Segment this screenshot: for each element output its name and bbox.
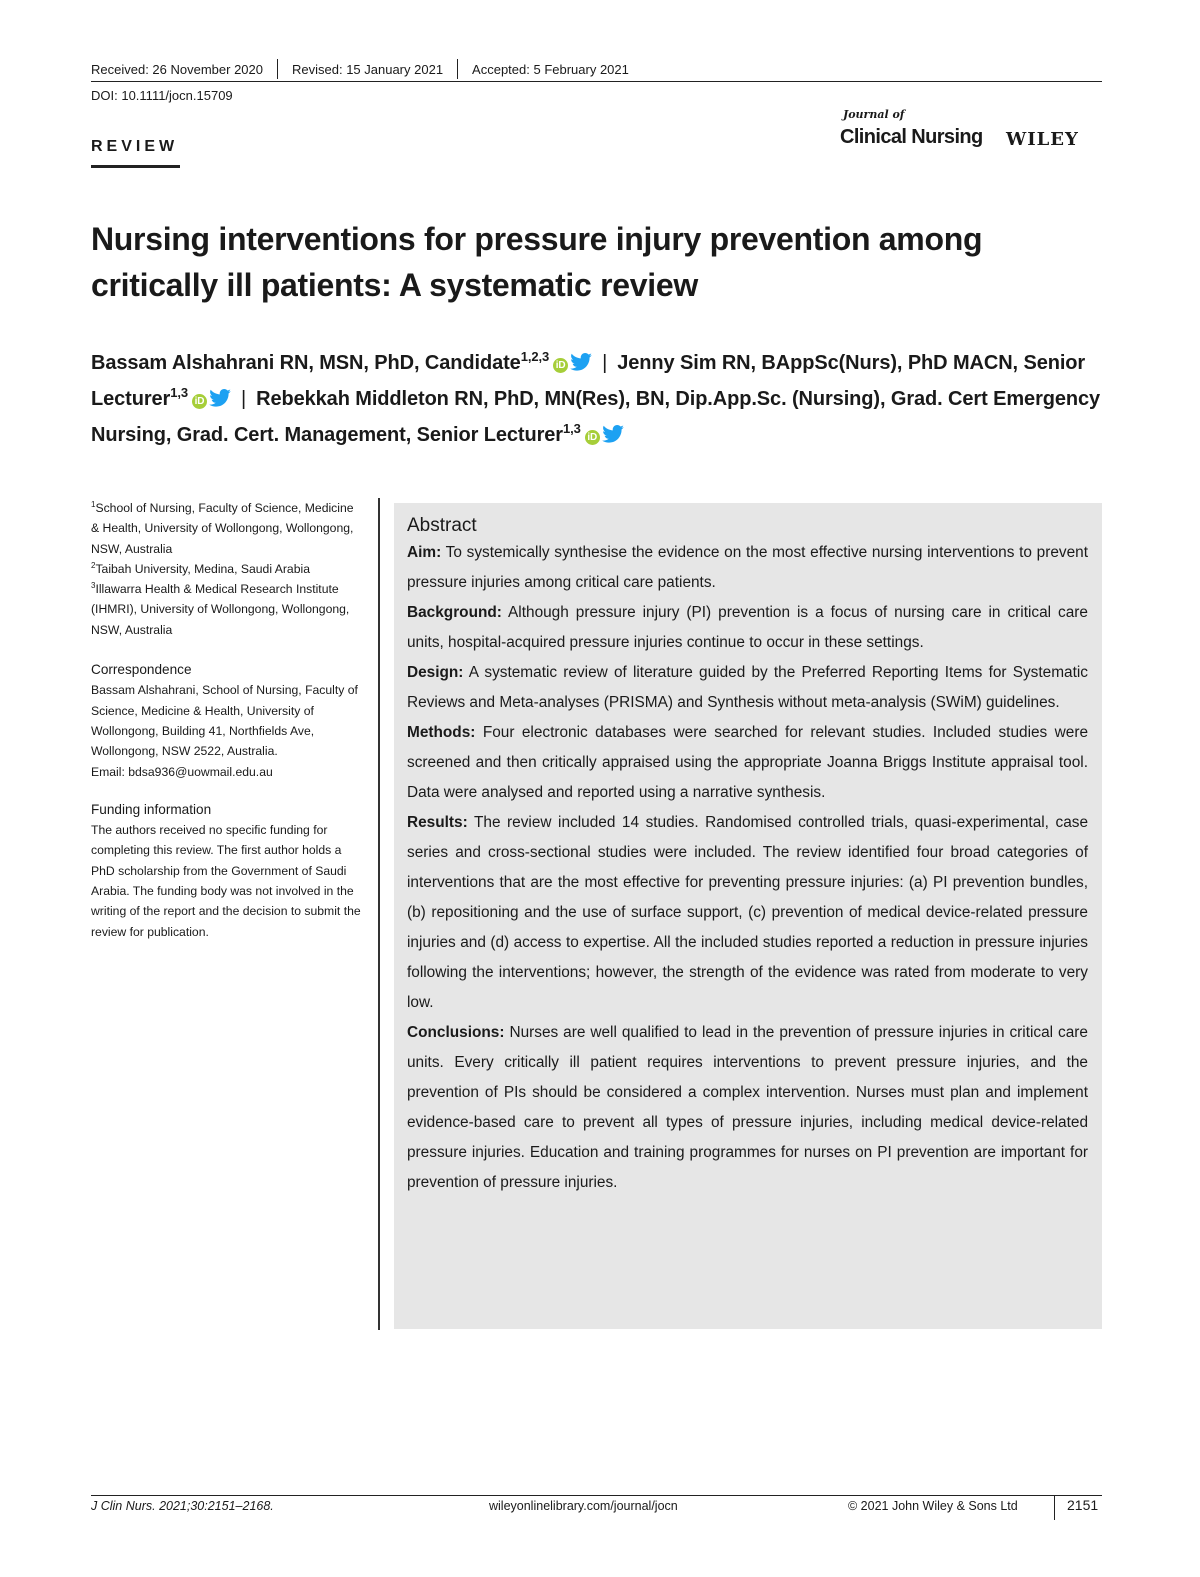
publisher-logo: WILEY <box>1006 129 1079 150</box>
abstract-methods <box>407 718 1088 808</box>
orcid-icon[interactable]: iD <box>192 394 207 409</box>
page-number: 2151 <box>1067 1497 1099 1513</box>
section-label: REVIEW <box>91 138 179 155</box>
correspondence-email[interactable]: Email: bdsa936@uowmail.edu.au <box>91 764 273 779</box>
affiliation-number: 2 <box>91 560 96 570</box>
correspondence-address: Bassam Alshahrani, School of Nursing, Faculty of Science, Medicine & Health, University of Wollongong, Building 41, Northfields Ave, Wollongong, NSW 2522, Australia. <box>91 683 358 759</box>
abstract-label: Aim: <box>407 544 442 561</box>
abstract-text: To systemically synthesise the evidence on the most effective nursing interventions to prevent pressure injuries among critical care patients. <box>407 544 1088 591</box>
funding-text: The authors received no specific funding for completing this review. The first author holds a PhD scholarship from the Government of Saudi Arabia. The funding body was not involved in the writing of the report and the decision to submit the review for publication. <box>91 823 361 939</box>
footer-rule <box>91 1495 1102 1496</box>
abstract-design <box>407 658 1088 718</box>
abstract-label: Methods: <box>407 724 476 741</box>
header-rule <box>91 81 1102 82</box>
affiliation <box>91 498 363 559</box>
date-divider <box>457 59 458 79</box>
accepted-date: Accepted: 5 February 2021 <box>472 61 629 77</box>
article-title: Nursing interventions for pressure injury prevention among critically ill patients: A systematic review <box>91 221 983 303</box>
author-affiliation-marker: 1,2,3 <box>520 349 550 364</box>
citation-volume-pages: 2021;30:2151–2168. <box>159 1499 274 1513</box>
footer-citation <box>91 1499 274 1513</box>
author-list <box>91 345 1106 453</box>
column-divider <box>378 498 380 1330</box>
journal-name: Clinical Nursing <box>840 126 983 148</box>
abstract-label: Background: <box>407 604 502 621</box>
publication-dates <box>91 59 629 79</box>
doi[interactable]: DOI: 10.1111/jocn.15709 <box>91 88 233 103</box>
affiliation-text: School of Nursing, Faculty of Science, Medicine & Health, University of Wollongong, Wollongong, NSW, Australia <box>91 501 354 556</box>
abstract-heading: Abstract <box>407 515 477 536</box>
affiliation <box>91 559 363 579</box>
article-info-column <box>91 498 363 942</box>
twitter-icon[interactable] <box>570 353 592 371</box>
affiliation-number: 3 <box>91 581 96 591</box>
affiliation-text: Taibah University, Medina, Saudi Arabia <box>95 561 310 576</box>
journal-of-text: Journal of <box>843 108 905 121</box>
abstract-label: Design: <box>407 664 464 681</box>
author-affiliation-marker: 1,3 <box>170 385 189 400</box>
abstract-background <box>407 598 1088 658</box>
section-label-underline <box>91 165 180 168</box>
affiliation <box>91 579 363 640</box>
abstract-text: Four electronic databases were searched for relevant studies. Included studies were screened and then critically appraised using the appropriate Joanna Briggs Institute appraisal tool. Data were analysed and reported using a narrative synthesis. <box>407 724 1089 801</box>
footer-divider <box>1054 1496 1055 1520</box>
correspondence-heading: Correspondence <box>91 662 192 678</box>
abstract-conclusions <box>407 1018 1088 1198</box>
abstract-text: A systematic review of literature guided by the Preferred Reporting Items for Systematic Reviews and Meta-analyses (PRISMA) and Synthesis without meta-analysis (SWiM) guidelines. <box>407 664 1088 711</box>
author-separator: | <box>241 388 247 410</box>
affiliation-text: Illawarra Health & Medical Research Institute (IHMRI), University of Wollongong, Wollongong, NSW, Australia <box>91 582 350 637</box>
orcid-icon[interactable]: iD <box>585 430 600 445</box>
funding-heading: Funding information <box>91 801 212 817</box>
author-separator: | <box>602 352 608 374</box>
abstract-label: Results: <box>407 814 468 831</box>
abstract-box <box>394 503 1102 1329</box>
abstract-label: Conclusions: <box>407 1024 505 1041</box>
twitter-icon[interactable] <box>209 389 231 407</box>
revised-date: Revised: 15 January 2021 <box>292 61 444 77</box>
author-affiliation-marker: 1,3 <box>562 421 581 436</box>
abstract-text: The review included 14 studies. Randomised controlled trials, quasi-experimental, case series and cross-sectional studies were included. The review identified four broad categories of interventions that are the most effective for preventing pressure injuries: (a) PI prevention bundles, (b) repositioning and the use of surface support, (c) prevention of medical device-related pressure injuries and (d) access to expertise. All the included studies reported a reduction in pressure injuries following the interventions; however, the strength of the evidence was rated from moderate to very low. <box>407 814 1089 1011</box>
author-name[interactable]: Bassam Alshahrani RN, MSN, PhD, Candidate <box>91 352 521 374</box>
journal-logo <box>840 108 1102 154</box>
orcid-icon[interactable]: iD <box>553 358 568 373</box>
received-date: Received: 26 November 2020 <box>91 61 263 77</box>
abstract-text: Nurses are well qualified to lead in the prevention of pressure injuries in critical care units. Every critically ill patient requires interventions to prevent pressure injuries, and the prevention of PIs should be considered a complex intervention. Nurses must plan and implement evidence-based care to prevent all types of pressure injuries, including medical device-related pressure injuries. Education and training programmes for nurses on PI prevention are important for prevention of pressure injuries. <box>407 1024 1088 1191</box>
author-name[interactable]: Rebekkah Middleton RN, PhD, MN(Res), BN, Dip.App.Sc. (Nursing), Grad. Cert Emergency Nursing, Grad. Cert. Management, Senior Lecturer <box>91 388 1101 446</box>
date-divider <box>277 59 278 79</box>
twitter-icon[interactable] <box>602 425 624 443</box>
abstract-text: Although pressure injury (PI) prevention is a focus of nursing care in critical care units, hospital-acquired pressure injuries continue to occur in these settings. <box>407 604 1088 651</box>
footer-url[interactable]: wileyonlinelibrary.com/journal/jocn <box>489 1499 678 1513</box>
journal-abbreviation: J Clin Nurs. <box>91 1499 156 1513</box>
affiliation-number: 1 <box>91 500 96 509</box>
author-name[interactable]: Jenny Sim RN, BAppSc(Nurs), PhD MACN, Senior Lecturer <box>91 352 1086 410</box>
abstract-aim <box>407 538 1088 598</box>
footer-copyright: © 2021 John Wiley & Sons Ltd <box>848 1499 1018 1513</box>
abstract-results <box>407 808 1088 1018</box>
